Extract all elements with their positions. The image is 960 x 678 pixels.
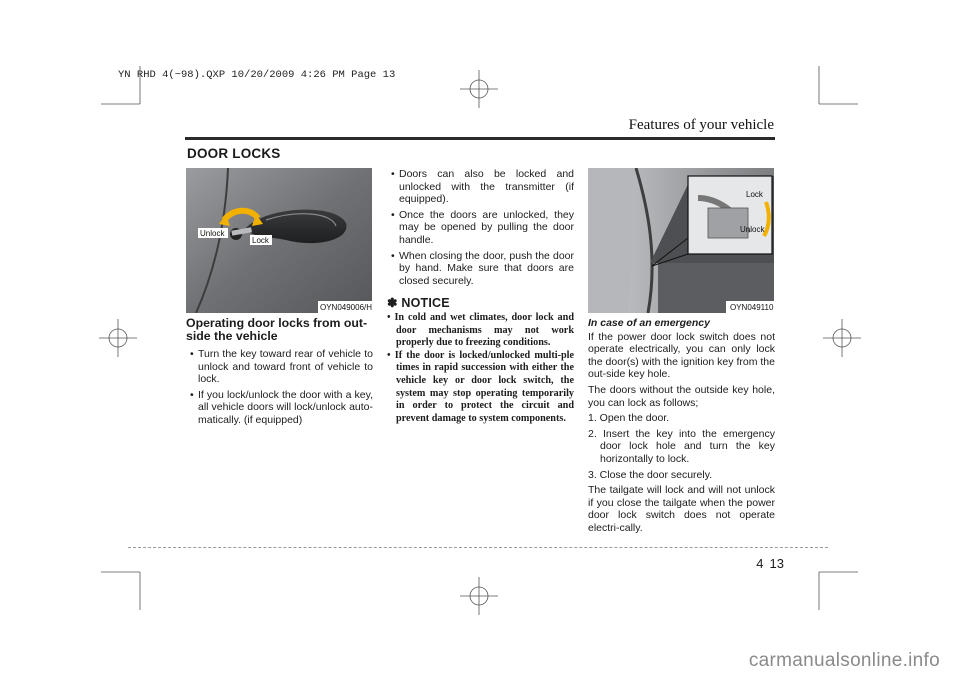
page-number xyxy=(756,556,784,571)
unlock-callout: Unlock xyxy=(740,225,765,234)
lock-callout: Lock xyxy=(746,190,763,199)
bullet-item: • Doors can also be locked and unlocked with the transmitter (if equipped). xyxy=(387,168,574,206)
unlock-callout: Unlock xyxy=(200,229,225,238)
subsection-heading: Operating door locks from out-side the vehicle xyxy=(186,316,368,343)
notice-item: • If the door is locked/unlocked multi-ple times in rapid succession with either the vehicle key or door lock switch, the system may stop operating temporarily in order to protect the circuit and prevent damage to system components. xyxy=(387,350,574,426)
step-item: 1. Open the door. xyxy=(588,412,670,425)
bullet-item: • If you lock/unlock the door with a key, all vehicle doors will lock/unlock auto-matically. (if equipped) xyxy=(186,389,373,427)
chapter-number: 4 xyxy=(756,556,764,571)
section-title: DOOR LOCKS xyxy=(187,146,281,161)
paragraph: If the power door lock switch does not operate electrically, you can only lock the door(s) with the ignition key from the out-side key hole. xyxy=(588,330,775,381)
notice-title: ✽ NOTICE xyxy=(387,296,450,311)
column-middle xyxy=(387,168,574,425)
paragraph: The tailgate will lock and will not unlock if you close the tailgate when the power door lock switch does not operate electri-cally. xyxy=(588,484,775,534)
figure-code: OYN049110 xyxy=(730,303,774,312)
notice-item: • In cold and wet climates, door lock and door mechanisms may not work properly due to freezing conditions. xyxy=(387,312,574,350)
subsection-heading: In case of an emergency xyxy=(588,317,710,329)
bullet-item: • Turn the key toward rear of vehicle to unlock and toward front of vehicle to lock. xyxy=(186,348,373,386)
paragraph: The doors without the outside key hole, you can lock as follows; xyxy=(588,383,775,409)
column-right xyxy=(588,317,775,538)
bullet-item: • When closing the door, push the door by hand. Make sure that doors are closed securely. xyxy=(387,250,574,288)
bullet-item: • Once the doors are unlocked, they may be opened by pulling the door handle. xyxy=(387,209,574,247)
page-number-value: 13 xyxy=(769,556,784,571)
registration-mark-left xyxy=(99,319,137,357)
watermark: carmanualsonline.info xyxy=(748,650,940,671)
door-handle-photo xyxy=(186,168,372,313)
registration-mark-right xyxy=(823,319,861,357)
step-item: 2. Insert the key into the emergency door lock hole and turn the key horizontally to lock. xyxy=(588,427,775,465)
registration-mark-bottom xyxy=(460,577,498,615)
figure-code: OYN049006/H xyxy=(320,303,373,312)
printer-slug: YN RHD 4(~98).QXP 10/20/2009 4:26 PM Page 13 xyxy=(118,69,396,81)
header-rule xyxy=(185,137,775,140)
running-header: Features of your vehicle xyxy=(628,117,774,133)
emergency-lock-photo xyxy=(588,168,774,313)
footer-rule xyxy=(128,547,828,548)
step-item: 3. Close the door securely. xyxy=(588,468,713,481)
lock-callout: Lock xyxy=(252,236,269,245)
column-left xyxy=(186,317,373,430)
registration-mark-top xyxy=(460,70,498,108)
